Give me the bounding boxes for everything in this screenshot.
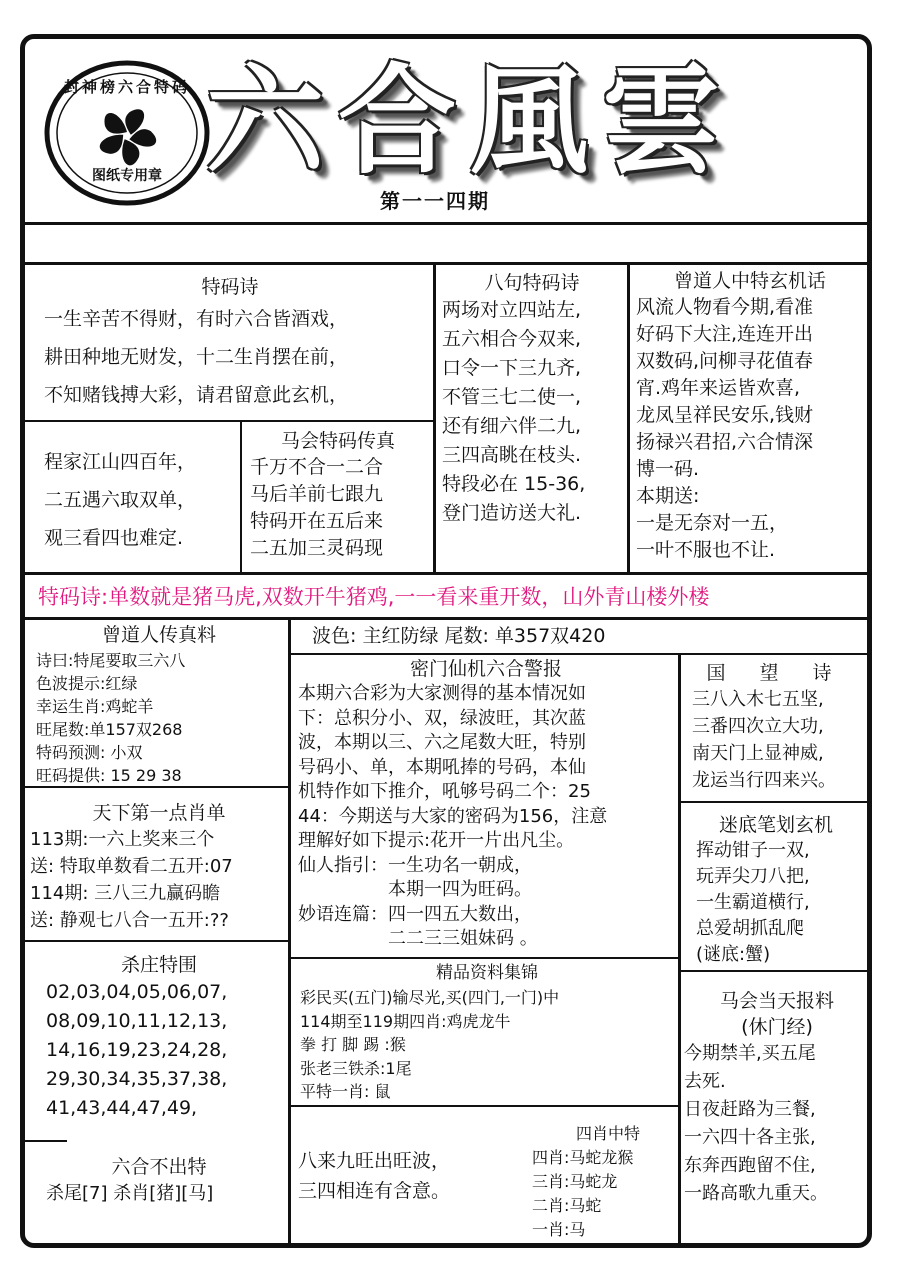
fax-line: 二五加三灵码现: [250, 537, 384, 559]
poem-line: 三八入木七五坚,: [692, 689, 824, 710]
text-line: 张老三铁杀:1尾: [300, 1058, 412, 1078]
fax-line: 特码预测: 小双: [36, 743, 143, 762]
riddle-line: 总爱胡抓乱爬: [696, 918, 804, 939]
poem-line: 八来九旺出旺波，: [298, 1150, 451, 1172]
number-line: 41,43,44,47,49,: [46, 1097, 198, 1119]
panel-title: 马会当天报料: [719, 990, 834, 1012]
riddle-panel: [684, 812, 868, 970]
zodiac-line: 一肖:马: [532, 1220, 586, 1239]
horse-club-report: [684, 988, 870, 1208]
panel-title: 八句特码诗: [484, 272, 580, 294]
text-line: 龙凤呈祥民安乐,钱财: [636, 404, 814, 426]
text-line: 114期至119期四肖:鸡虎龙牛: [300, 1011, 511, 1031]
text-line: 理解好如下提示:花开一片出凡尘。: [298, 830, 575, 851]
poem-title: 特码诗: [201, 276, 259, 298]
text-line: 波，本期以三、六之尾数大旺，特别: [298, 732, 586, 753]
text-line: 博一码.: [636, 458, 700, 480]
text-line: 下：总积分小、双，绿波旺，其次蓝: [298, 707, 586, 729]
pink-banner: 特码诗:单数就是猪马虎,双数开牛猪鸡,一一看来重开数，山外青山楼外楼: [38, 585, 710, 609]
text-line: 双数码,问柳寻花值春: [636, 350, 814, 372]
zodiac-line: 四肖:马蛇龙猴: [532, 1148, 634, 1167]
kill-numbers-panel: [30, 952, 288, 1132]
four-zodiac-panel: [530, 1122, 678, 1242]
poem-cheng-family: [30, 443, 238, 569]
fax-line: 马后羊前七跟九: [250, 483, 384, 505]
text-line: 东奔西跑留不住,: [684, 1155, 816, 1176]
collection-panel: [296, 960, 678, 1104]
fax-line: 诗曰:特尾要取三六八: [36, 651, 186, 670]
poem-line: 龙运当行四来兴。: [692, 770, 836, 791]
text-line: 一叶不服也不让.: [636, 539, 776, 561]
text-line: 彩民买(五门)输尽光,买(四门,一门)中: [300, 988, 560, 1007]
fax-line: 特码开在五后来: [250, 510, 384, 532]
text-line: 机特作如下推介，吼够号码二个：25: [298, 781, 591, 802]
panel-title: 四肖中特: [576, 1124, 641, 1143]
text-line: 妙语连篇：四一四五大数出，: [298, 903, 532, 925]
text-line: 号码小、单，本期吼捧的号码，本仙: [298, 756, 586, 778]
poem-line: 三四高眺在枝头.: [442, 444, 582, 466]
text-line: 今期禁羊,买五尾: [684, 1043, 816, 1064]
text-line: 113期:一六上奖来三个: [30, 829, 215, 850]
poem-line: 三四相连有含意。: [298, 1180, 451, 1202]
text-line: 平特一肖: 鼠: [300, 1082, 391, 1101]
text-line: 二二三三姐妹码 。: [298, 928, 538, 949]
text-line: 拳 打 脚 踢 :猴: [300, 1035, 406, 1054]
number-line: 02,03,04,05,06,07,: [46, 981, 228, 1003]
text-line: 去死.: [684, 1071, 726, 1092]
zodiac-line: 三肖:马蛇龙: [532, 1172, 618, 1191]
text-line: 本期六合彩为大家测得的基本情况如: [298, 683, 586, 704]
poem-line: 南天门上显神威,: [692, 743, 824, 764]
issue-number: 第一一四期: [380, 189, 490, 213]
kill-text: 杀尾[7] 杀肖[猪][马]: [46, 1183, 214, 1204]
eight-come-poem: [298, 1146, 528, 1216]
secret-alarm-panel: [294, 656, 678, 956]
national-hope-poem: [684, 660, 868, 800]
horse-fax-panel: [244, 428, 432, 570]
poem-line: 不知赌钱搏大彩，请君留意此玄机，: [44, 384, 349, 406]
eight-line-poem: [438, 270, 626, 570]
seal-bottom-text: 图纸专用章: [92, 168, 162, 184]
riddle-line: 一生霸道横行,: [696, 892, 810, 913]
text-line: 一路高歌九重天。: [684, 1183, 828, 1204]
poem-line: 口令一下三九齐,: [442, 357, 582, 379]
panel-title: 曾道人中特玄机话: [673, 270, 826, 292]
zodiac-single-panel: [30, 800, 288, 940]
text-line: 好码下大注,连连开出: [636, 323, 814, 345]
daoist-fax-panel: [32, 621, 286, 785]
panel-title: 六合不出特: [111, 1156, 207, 1178]
text-line: 本期送:: [636, 485, 700, 507]
panel-title: 马会特码传真: [280, 430, 395, 452]
poem-line: 观三看四也难定.: [44, 527, 184, 549]
poem-line: 一生辛苦不得财，有时六合皆酒戏，: [44, 308, 349, 330]
seal-stamp: [42, 58, 212, 208]
fax-line: 色波提示:红绿: [36, 674, 138, 693]
text-line: 送: 特取单数看二五开:07: [30, 856, 233, 877]
text-line: 扬禄兴君招,六合情深: [636, 431, 814, 453]
panel-title: 曾道人传真料: [101, 624, 216, 646]
daoist-secret-panel: [632, 268, 868, 572]
panel-title: 精品资料集锦: [436, 963, 538, 983]
riddle-line: 挥动钳子一双,: [696, 840, 810, 861]
fax-line: 旺尾数:单157双268: [36, 720, 183, 739]
text-line: 44：今期送与大家的密码为156，注意: [298, 805, 608, 827]
text-line: 一六四十各主张,: [684, 1127, 816, 1148]
number-line: 14,16,19,23,24,28,: [46, 1039, 228, 1061]
poem-line: 程家江山四百年，: [44, 451, 197, 473]
zodiac-line: 二肖:马蛇: [532, 1196, 602, 1215]
poem-line: 不管三七二使一,: [442, 386, 582, 408]
text-line: 风流人物看今期,看准: [636, 296, 814, 318]
text-line: 本期一四为旺码。: [298, 879, 532, 900]
panel-title: 国 望 诗: [706, 662, 846, 684]
poem-line: 特段必在 15-36,: [442, 473, 586, 495]
fax-line: 千万不合一二合: [250, 456, 384, 478]
text-line: 送: 静观七八合一五开:??: [30, 910, 229, 931]
poem-line: 五六相合今双来,: [442, 328, 582, 350]
number-line: 29,30,34,35,37,38,: [46, 1068, 228, 1090]
panel-subtitle: (休门经): [741, 1016, 813, 1038]
no-special-panel: [30, 1154, 288, 1234]
text-line: 仙人指引：一生功名一朝成，: [298, 854, 532, 876]
panel-title: 密门仙机六合警报: [409, 658, 562, 680]
panel-title: 迷底笔划玄机: [718, 814, 833, 836]
poem-line: 二五遇六取双单，: [44, 489, 197, 511]
poem-line: 登门造访送大礼.: [442, 502, 582, 524]
masthead-title: 六合風雲: [206, 51, 735, 190]
poem-line: 两场对立四站左,: [442, 299, 582, 321]
text-line: 宵.鸡年来运皆欢喜,: [636, 377, 801, 399]
text-line: 日夜赶路为三餐,: [684, 1099, 816, 1120]
text-line: 114期: 三八三九赢码瞻: [30, 883, 221, 904]
fax-line: 旺码提供: 15 29 38: [36, 766, 182, 785]
seal-top-text: 封神榜六合特码: [63, 78, 191, 96]
poem-special-code: [30, 274, 430, 420]
riddle-line: 玩弄尖刀八把,: [696, 866, 810, 887]
riddle-answer: (谜底:蟹): [696, 944, 771, 965]
number-line: 08,09,10,11,12,13,: [46, 1010, 228, 1032]
text-line: 一是无奈对一五，: [636, 512, 789, 534]
poem-line: 三番四次立大功,: [692, 716, 824, 737]
panel-title: 天下第一点肖单: [92, 802, 226, 824]
panel-title: 杀庄特围: [120, 954, 197, 976]
wave-colour-row: 波色: 主红防绿 尾数: 单357双420: [312, 625, 606, 647]
fax-line: 幸运生肖:鸡蛇羊: [36, 697, 154, 716]
poem-line: 还有细六伴二九,: [442, 415, 582, 437]
poem-line: 耕田种地无财发，十二生肖摆在前，: [44, 346, 349, 368]
